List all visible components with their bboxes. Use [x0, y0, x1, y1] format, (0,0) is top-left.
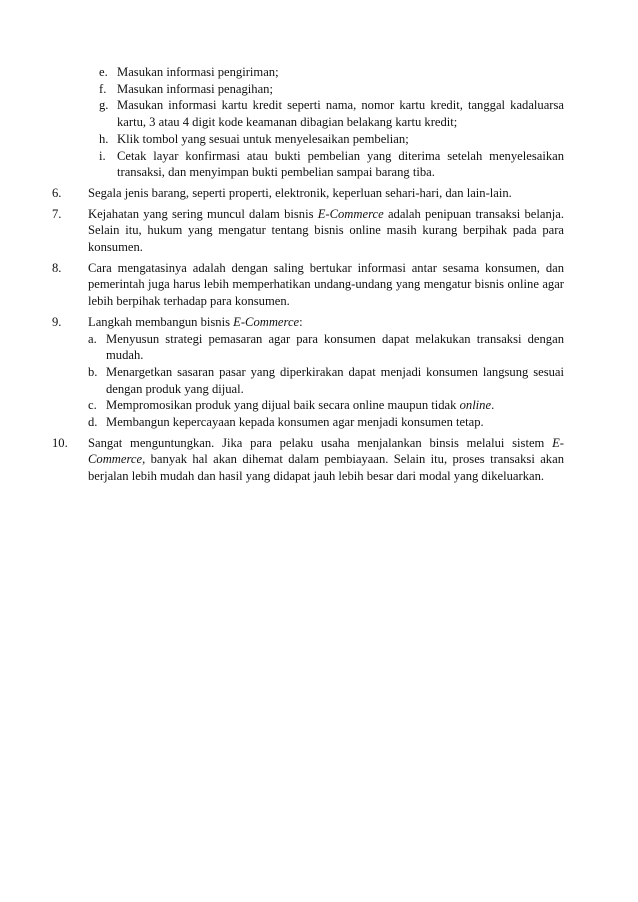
list-item	[88, 331, 564, 364]
continued-sub-list	[99, 64, 564, 181]
item-number: 7.	[52, 206, 62, 221]
item-text: Segala jenis barang, seperti properti, elektronik, keperluan sehari-hari, dan lain-lain.	[88, 185, 512, 200]
list-item-text: Masukan informasi kartu kredit seperti nama, nomor kartu kredit, tanggal kadaluarsa kartu, 3 atau 4 digit kode keamanan dibagian belakang kartu kredit;	[117, 98, 564, 130]
list-marker: a.	[88, 331, 97, 346]
list-item	[99, 148, 564, 181]
nested-sub-list	[88, 331, 564, 431]
list-item-text: Membangun kepercayaan kepada konsumen agar menjadi konsumen tetap.	[106, 415, 484, 430]
document-body	[52, 64, 564, 485]
list-item	[99, 64, 564, 81]
list-item-text: Menyusun strategi pemasaran agar para konsumen dapat melakukan transaksi dengan mudah.	[106, 331, 564, 363]
list-item	[88, 414, 564, 431]
text-segment: , banyak hal akan dihemat dalam pembiayaan. Selain itu, proses transaksi akan berjalan lebih mudah dan hasil yang didapat jauh lebih besar dari modal yang dikeluarkan.	[88, 452, 564, 484]
emphasis-term: E-Commerce	[233, 314, 300, 329]
numbered-item-6	[52, 185, 564, 202]
list-marker: d.	[88, 415, 98, 430]
text-segment: Langkah membangun bisnis	[88, 314, 234, 329]
numbered-item-9	[52, 314, 564, 431]
text-segment: .	[491, 398, 495, 413]
list-marker: b.	[88, 364, 98, 379]
text-segment: Sangat menguntungkan. Jika para pelaku usaha menjalankan binsis melalui sistem	[88, 435, 553, 450]
item-text	[88, 314, 564, 331]
list-item-text: Klik tombol yang sesuai untuk menyelesaikan pembelian;	[117, 131, 409, 146]
list-marker: h.	[99, 131, 109, 146]
list-marker: g.	[99, 98, 109, 113]
emphasis-term: online	[459, 398, 492, 413]
item-number: 10.	[52, 435, 68, 450]
list-item-text: Masukan informasi penagihan;	[117, 81, 273, 96]
list-item	[99, 97, 564, 130]
text-segment: :	[299, 314, 303, 329]
list-marker: c.	[88, 398, 97, 413]
list-item	[88, 364, 564, 397]
list-item-text: Cetak layar konfirmasi atau bukti pembelian yang diterima setelah menyelesaikan transaksi, dan menyimpan bukti pembelian sampai barang tiba.	[117, 148, 564, 180]
emphasis-term: E-Commerce	[317, 206, 384, 221]
list-item-text: Menargetkan sasaran pasar yang diperkirakan dapat menjadi konsumen langsung sesuai dengan produk yang dijual.	[106, 364, 564, 396]
list-marker: e.	[99, 65, 108, 79]
text-segment: Kejahatan yang sering muncul dalam bisnis	[88, 206, 318, 221]
item-number: 6.	[52, 185, 62, 200]
item-text	[88, 435, 564, 485]
item-text	[88, 206, 564, 256]
item-number: 8.	[52, 260, 62, 275]
list-marker: f.	[99, 81, 107, 96]
numbered-item-7	[52, 206, 564, 256]
text-segment: adalah penipuan transaksi belanja. Selain itu, hukum yang mengatur tentang bisnis online masih kurang berpihak pada para konsumen.	[88, 206, 564, 255]
list-item-text: Masukan informasi pengiriman;	[117, 65, 279, 79]
list-item	[99, 81, 564, 98]
list-item	[99, 131, 564, 148]
text-segment: Mempromosikan produk yang dijual baik secara online maupun tidak	[106, 398, 460, 413]
item-number: 9.	[52, 314, 62, 329]
item-text: Cara mengatasinya adalah dengan saling bertukar informasi antar sesama konsumen, dan pemerintah juga harus lebih memperhatikan undang-undang yang mengatur bisnis online agar lebih berpihak terhadap para konsumen.	[88, 260, 564, 309]
list-marker: i.	[99, 148, 106, 163]
numbered-item-8	[52, 260, 564, 310]
numbered-item-10	[52, 435, 564, 485]
emphasis-term: E-Commerce	[88, 435, 564, 467]
list-item-text	[106, 397, 564, 414]
list-item	[88, 397, 564, 414]
